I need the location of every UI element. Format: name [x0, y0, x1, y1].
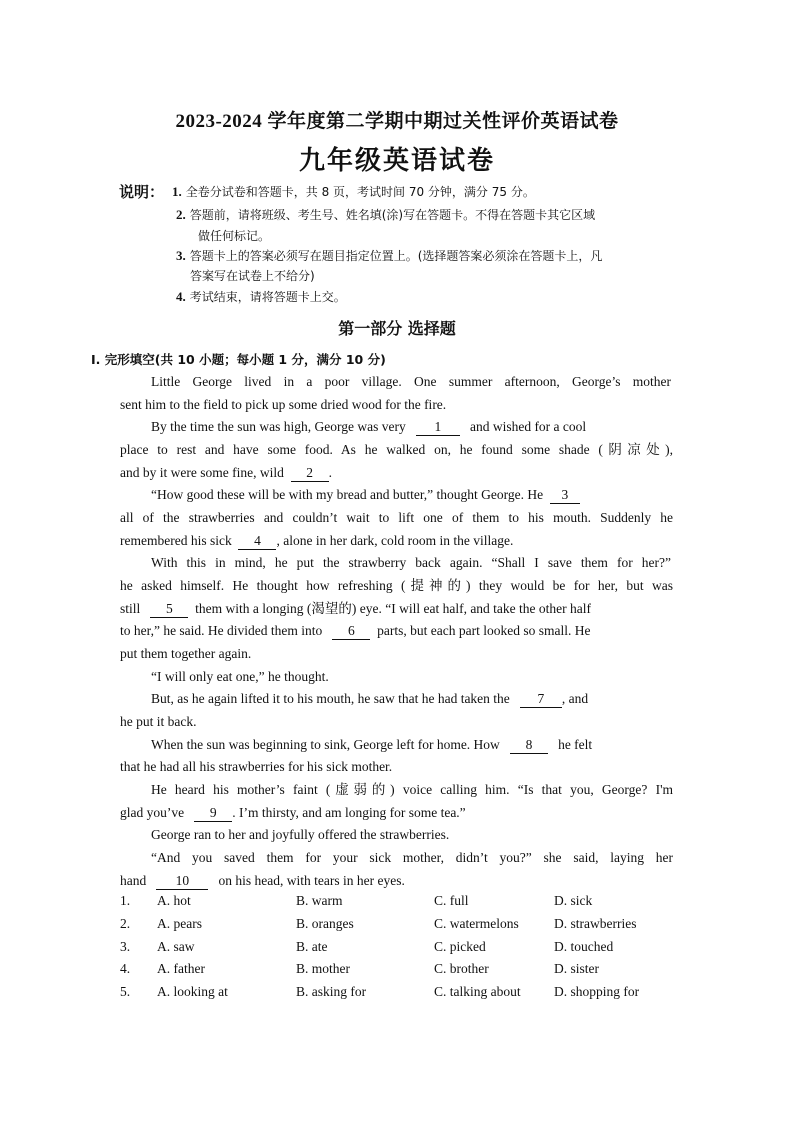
passage-line: He heard his mother’s faint (虚弱的) voice calling him. “Is that you, George? I'm	[151, 782, 673, 797]
blank-4[interactable]: 4	[238, 533, 276, 550]
question-number: 2.	[120, 916, 131, 931]
question-number: 3.	[120, 939, 131, 954]
question-number: 4.	[120, 961, 131, 976]
passage-line: glad you’ve 9 . I’m thirsty, and am longing for some tea.”	[120, 805, 466, 820]
blank-6[interactable]: 6	[332, 623, 370, 640]
blank-5[interactable]: 5	[150, 601, 188, 618]
passage-line: and by it were some fine, wild 2 .	[120, 465, 332, 480]
passage-line: put them together again.	[120, 646, 252, 661]
passage-line: that he had all his strawberries for his sick mother.	[120, 759, 393, 774]
exam-subtitle: 九年级英语试卷	[298, 146, 495, 176]
passage-line: hand 10 on his head, with tears in her eyes.	[120, 873, 405, 888]
blank-3[interactable]: 3	[550, 487, 580, 504]
blank-1[interactable]: 1	[416, 419, 460, 436]
option-row	[120, 961, 680, 983]
instruction-item: 4. 考试结束，请将答题卡上交。	[176, 289, 346, 304]
option-c[interactable]: C. watermelons	[434, 916, 519, 931]
option-b[interactable]: B. mother	[296, 961, 350, 976]
passage-line: all of the strawberries and couldn’t wait to lift one of them to his mouth. Suddenly he	[120, 510, 673, 525]
option-c[interactable]: C. picked	[434, 939, 486, 954]
option-row	[120, 916, 680, 938]
blank-7[interactable]: 7	[520, 691, 562, 708]
option-row	[120, 984, 680, 1006]
passage-line: “And you saved them for your sick mother, didn’t you?” she said, laying her	[151, 850, 673, 865]
question-number: 1.	[120, 893, 131, 908]
option-c[interactable]: C. brother	[434, 961, 489, 976]
option-d[interactable]: D. sick	[554, 893, 593, 908]
option-b[interactable]: B. oranges	[296, 916, 354, 931]
passage-line: he asked himself. He thought how refreshing (提神的) they would be for her, but was	[120, 578, 673, 593]
instruction-item: 2. 答题前，请将班级、考生号、姓名填(涂)写在答题卡。不得在答题卡其它区域	[176, 207, 596, 222]
option-d[interactable]: D. strawberries	[554, 916, 637, 931]
passage-line: remembered his sick 4 , alone in her dark, cold room in the village.	[120, 533, 514, 548]
option-c[interactable]: C. full	[434, 893, 469, 908]
passage-line: still 5 them with a longing (渴望的) eye. “I will eat half, and take the other half	[120, 601, 592, 616]
option-d[interactable]: D. touched	[554, 939, 614, 954]
passage-line: to her,” he said. He divided them into 6 parts, but each part looked so small. He	[120, 623, 591, 638]
option-b[interactable]: B. warm	[296, 893, 343, 908]
passage-line: he put it back.	[120, 714, 197, 729]
option-d[interactable]: D. shopping for	[554, 984, 640, 999]
blank-8[interactable]: 8	[510, 737, 548, 754]
option-d[interactable]: D. sister	[554, 961, 599, 976]
passage-line: When the sun was beginning to sink, George left for home. How 8 he felt	[151, 737, 593, 752]
part-heading: I. 完形填空(共 10 小题；每小题 1 分，满分 10 分)	[91, 352, 386, 367]
blank-10[interactable]: 10	[156, 873, 208, 890]
passage-line: By the time the sun was high, George was very 1 and wished for a cool	[151, 419, 587, 434]
option-row	[120, 939, 680, 961]
blank-9[interactable]: 9	[194, 805, 232, 822]
option-b[interactable]: B. ate	[296, 939, 328, 954]
passage-line: Little George lived in a poor village. One summer afternoon, George’s mother	[151, 374, 671, 389]
option-a[interactable]: A. looking at	[157, 984, 228, 999]
option-c[interactable]: C. talking about	[434, 984, 521, 999]
blank-2[interactable]: 2	[291, 465, 329, 482]
instruction-item: 3. 答题卡上的答案必须写在题目指定位置上。(选择题答案必须涂在答题卡上，凡	[176, 248, 603, 263]
passage-line: place to rest and have some food. As he walked on, he found some shade (阴凉处),	[120, 442, 673, 457]
passage-line: sent him to the field to pick up some dried wood for the fire.	[120, 397, 447, 412]
instruction-item: 1. 全卷分试卷和答题卡，共 8 页，考试时间 70 分钟，满分 75 分。	[172, 184, 535, 199]
passage-line: George ran to her and joyfully offered the strawberries.	[151, 827, 450, 842]
passage-line: “I will only eat one,” he thought.	[151, 669, 329, 684]
exam-title: 2023-2024 学年度第二学期中期过关性评价英语试卷	[175, 111, 619, 132]
instruction-continuation: 答案写在试卷上不给分)	[190, 269, 315, 283]
instructions-label: 说明：	[119, 183, 165, 201]
section-title: 第一部分 选择题	[338, 319, 456, 338]
question-number: 5.	[120, 984, 131, 999]
passage-line: But, as he again lifted it to his mouth, he saw that he had taken the 7 , and	[151, 691, 589, 706]
passage-line: With this in mind, he put the strawberry back again. “Shall I save them for her?”	[151, 555, 671, 570]
option-b[interactable]: B. asking for	[296, 984, 367, 999]
option-row	[120, 893, 680, 915]
passage-line: “How good these will be with my bread and butter,” thought George. He 3	[151, 484, 673, 507]
option-a[interactable]: A. pears	[157, 916, 202, 931]
instruction-continuation: 做任何标记。	[198, 229, 271, 243]
option-a[interactable]: A. saw	[157, 939, 195, 954]
option-a[interactable]: A. hot	[157, 893, 191, 908]
option-a[interactable]: A. father	[157, 961, 205, 976]
